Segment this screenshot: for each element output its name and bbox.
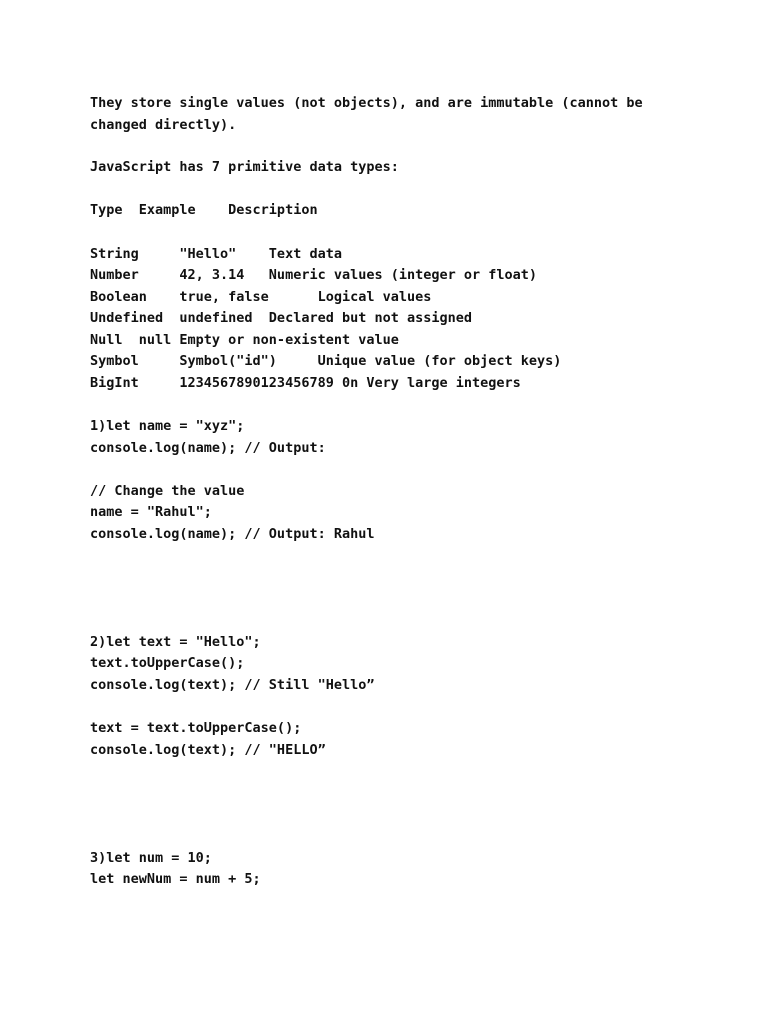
intro-line-1: They store single values (not objects), and are immutable (cannot be [90,95,643,111]
example3-line-1: 3)let num = 10; [90,850,212,866]
table-header: Type Example Description [90,202,318,218]
example1-line-5: console.log(name); // Output: Rahul [90,526,375,542]
example1-comment: // Change the value [90,483,245,499]
table-row-boolean: Boolean true, false Logical values [90,289,432,305]
table-row-bigint: BigInt 1234567890123456789 0n Very large integers [90,375,521,391]
example2-line-4: text = text.toUpperCase(); [90,720,302,736]
table-row-number: Number 42, 3.14 Numeric values (integer or float) [90,267,538,283]
intro-line-2: changed directly). [90,117,237,133]
example2-line-2: text.toUpperCase(); [90,655,245,671]
example1-line-4: name = "Rahul"; [90,504,212,520]
example2-line-1: 2)let text = "Hello"; [90,634,261,650]
table-row-null: Null null Empty or non-existent value [90,332,399,348]
example2-line-3: console.log(text); // Still "Hello” [90,677,375,693]
table-row-symbol: Symbol Symbol("id") Unique value (for object keys) [90,353,562,369]
types-heading: JavaScript has 7 primitive data types: [90,159,399,175]
example1-line-2: console.log(name); // Output: [90,440,326,456]
table-row-undefined: Undefined undefined Declared but not assigned [90,310,473,326]
example2-line-5: console.log(text); // "HELLO” [90,742,326,758]
example3-line-2: let newNum = num + 5; [90,871,261,887]
table-row-string: String "Hello" Text data [90,246,342,262]
example1-line-1: 1)let name = "xyz"; [90,418,245,434]
